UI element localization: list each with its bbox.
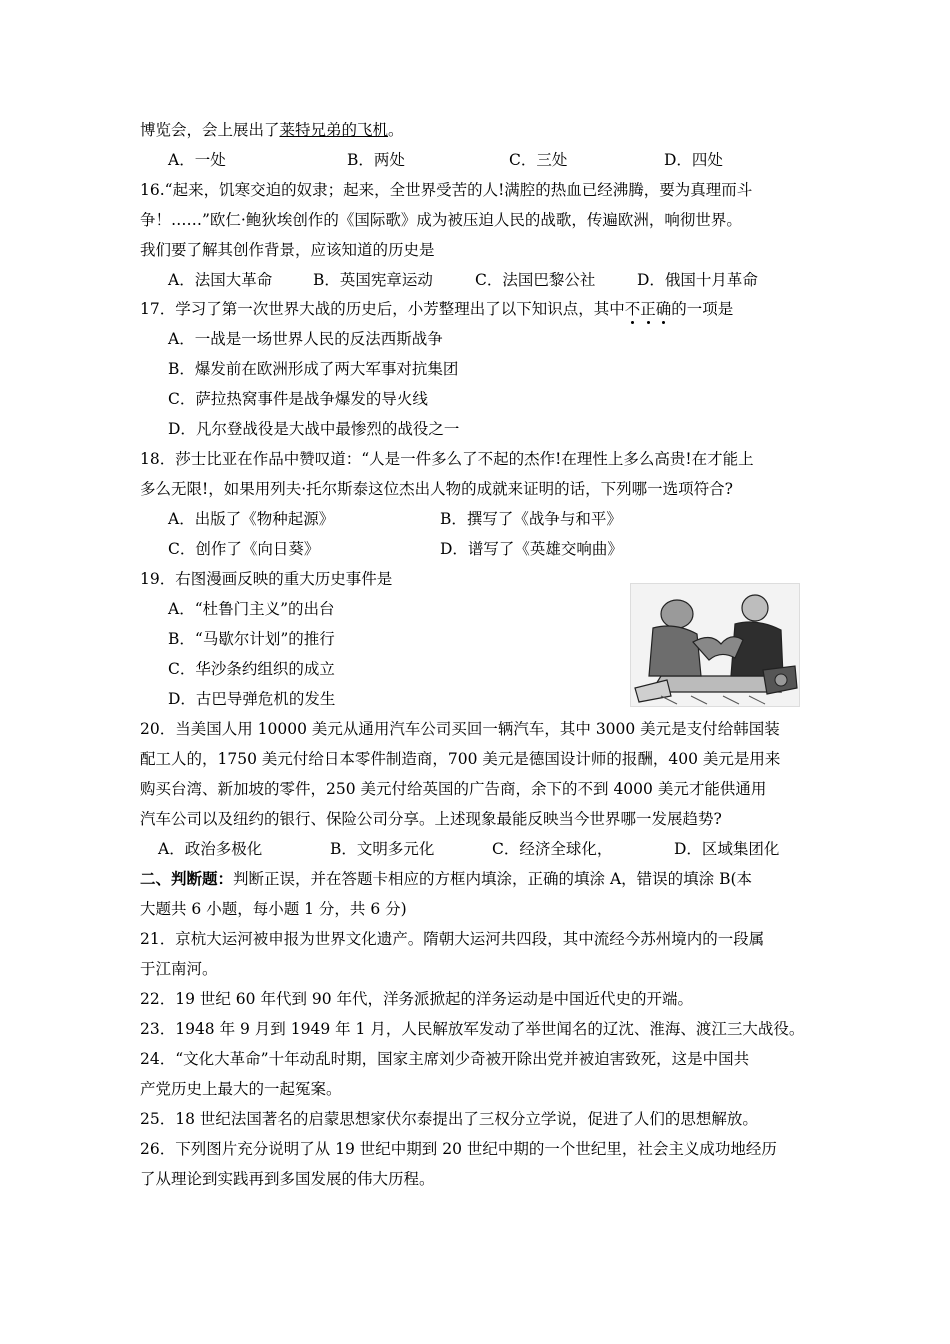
q20-line-1: 20．当美国人用 10000 美元从通用汽车公司买回一辆汽车，其中 3000 美元是支付给韩国装 bbox=[140, 720, 780, 738]
q19-option-b: B．“马歇尔计划”的推行 bbox=[168, 630, 335, 648]
section-heading bbox=[140, 869, 752, 889]
q17-option-d: D．凡尔登战役是大战中最惨烈的战役之一 bbox=[168, 420, 460, 438]
q20-option-c: C．经济全球化， bbox=[492, 840, 613, 858]
q17-stem bbox=[140, 299, 733, 319]
q18-option-a: A．出版了《物种起源》 bbox=[168, 510, 335, 528]
q17-option-b: B．爆发前在欧洲形成了两大军事对抗集团 bbox=[168, 360, 459, 378]
q17-option-c: C．萨拉热窝事件是战争爆发的导火线 bbox=[168, 390, 428, 408]
q16-option-b: B．英国宪章运动 bbox=[313, 271, 433, 289]
q15-option-b: B．两处 bbox=[347, 151, 405, 169]
q19-option-d: D．古巴导弹危机的发生 bbox=[168, 690, 336, 708]
q19-stem: 19．右图漫画反映的重大历史事件是 bbox=[140, 570, 393, 588]
q18-option-d: D．谱写了《英雄交响曲》 bbox=[440, 540, 623, 558]
judgment-line: 23．1948 年 9 月到 1949 年 1 月，人民解放军发动了举世闻名的辽沈、淮海、渡江三大战役。 bbox=[140, 1020, 805, 1038]
q20-option-d: D．区域集团化 bbox=[674, 840, 780, 858]
section-title: 二、判断题： bbox=[140, 869, 234, 888]
q17-stem-end: 的一项是 bbox=[671, 300, 734, 318]
q17-option-a: A．一战是一场世界人民的反法西斯战争 bbox=[168, 330, 443, 348]
q16-line-2: 争！……”欧仁·鲍狄埃创作的《国际歌》成为被压迫人民的战歌，传遍欧洲，响彻世界。 bbox=[140, 211, 742, 229]
judgment-line: 26．下列图片充分说明了从 19 世纪中期到 20 世纪中期的一个世纪里，社会主义成功地经历 bbox=[140, 1140, 777, 1158]
section-instructions-2: 大题共 6 小题，每小题 1 分，共 6 分) bbox=[140, 900, 407, 918]
judgment-line: 24．“文化大革命”十年动乱时期，国家主席刘少奇被开除出党并被迫害致死，这是中国共 bbox=[140, 1050, 750, 1068]
q16-option-c: C．法国巴黎公社 bbox=[475, 271, 596, 289]
judgment-line: 于江南河。 bbox=[140, 960, 218, 978]
judgment-line: 了从理论到实践再到多国发展的伟大历程。 bbox=[140, 1170, 435, 1188]
q19-option-c: C．华沙条约组织的成立 bbox=[168, 660, 335, 678]
q17-emphasis-char: 不 bbox=[624, 300, 641, 318]
judgment-line: 产党历史上最大的一起冤案。 bbox=[140, 1080, 342, 1098]
q20-option-b: B．文明多元化 bbox=[330, 840, 435, 858]
q18-line-1: 18．莎士比亚在作品中赞叹道：“人是一件多么了不起的杰作!在理性上多么高贵!在才能上 bbox=[140, 450, 754, 468]
q15-line-end: 。 bbox=[388, 121, 404, 139]
q15-option-d: D．四处 bbox=[664, 151, 723, 169]
judgment-line: 21．京杭大运河被申报为世界文化遗产。隋朝大运河共四段，其中流经今苏州境内的一段属 bbox=[140, 930, 765, 948]
q20-line-4: 汽车公司以及纽约的银行、保险公司分享。上述现象最能反映当今世界哪一发展趋势? bbox=[140, 810, 722, 828]
q17-stem-text: 17．学习了第一次世界大战的历史后，小芳整理出了以下知识点，其中 bbox=[140, 300, 625, 318]
section-instructions: 判断正误，并在答题卡相应的方框内填涂，正确的填涂 A，错误的填涂 B(本 bbox=[233, 870, 753, 888]
q20-line-2: 配工人的，1750 美元付给日本零件制造商，700 美元是德国设计师的报酬，400 美元是用来 bbox=[140, 750, 781, 768]
q16-line-1: 16.“起来，饥寒交迫的奴隶；起来，全世界受苦的人!满腔的热血已经沸腾，要为真理而斗 bbox=[140, 181, 753, 199]
q16-option-d: D．俄国十月革命 bbox=[637, 271, 758, 289]
q15-option-a: A．一处 bbox=[168, 151, 226, 169]
q15-option-c: C．三处 bbox=[509, 151, 568, 169]
q16-option-a: A．法国大革命 bbox=[168, 271, 273, 289]
q18-option-c: C．创作了《向日葵》 bbox=[168, 540, 320, 558]
q20-option-a: A．政治多极化 bbox=[158, 840, 263, 858]
q17-emphasis-char: 确 bbox=[655, 300, 672, 318]
q19-option-a: A．“杜鲁门主义”的出台 bbox=[168, 600, 335, 618]
q18-line-2: 多么无限!，如果用列夫·托尔斯泰这位杰出人物的成就来证明的话，下列哪一选项符合? bbox=[140, 480, 733, 498]
q20-line-3: 购买台湾、新加坡的零件，250 美元付给英国的广告商，余下的不到 4000 美元才能供通用 bbox=[140, 780, 767, 798]
q15-underlined-text: 莱特兄弟的飞机 bbox=[279, 121, 389, 139]
judgment-line: 22．19 世纪 60 年代到 90 年代，洋务派掀起的洋务运动是中国近代史的开端。 bbox=[140, 990, 694, 1008]
q16-line-3: 我们要了解其创作背景，应该知道的历史是 bbox=[140, 241, 435, 259]
cartoon-illustration bbox=[630, 583, 800, 707]
cartoon-drawing bbox=[631, 584, 799, 706]
q15-line bbox=[140, 120, 404, 140]
q15-line-text: 博览会，会上展出了 bbox=[140, 121, 280, 139]
q18-option-b: B．撰写了《战争与和平》 bbox=[440, 510, 622, 528]
q17-emphasis-char: 正 bbox=[640, 300, 656, 318]
judgment-line: 25．18 世纪法国著名的启蒙思想家伏尔泰提出了三权分立学说，促进了人们的思想解放。 bbox=[140, 1110, 758, 1128]
